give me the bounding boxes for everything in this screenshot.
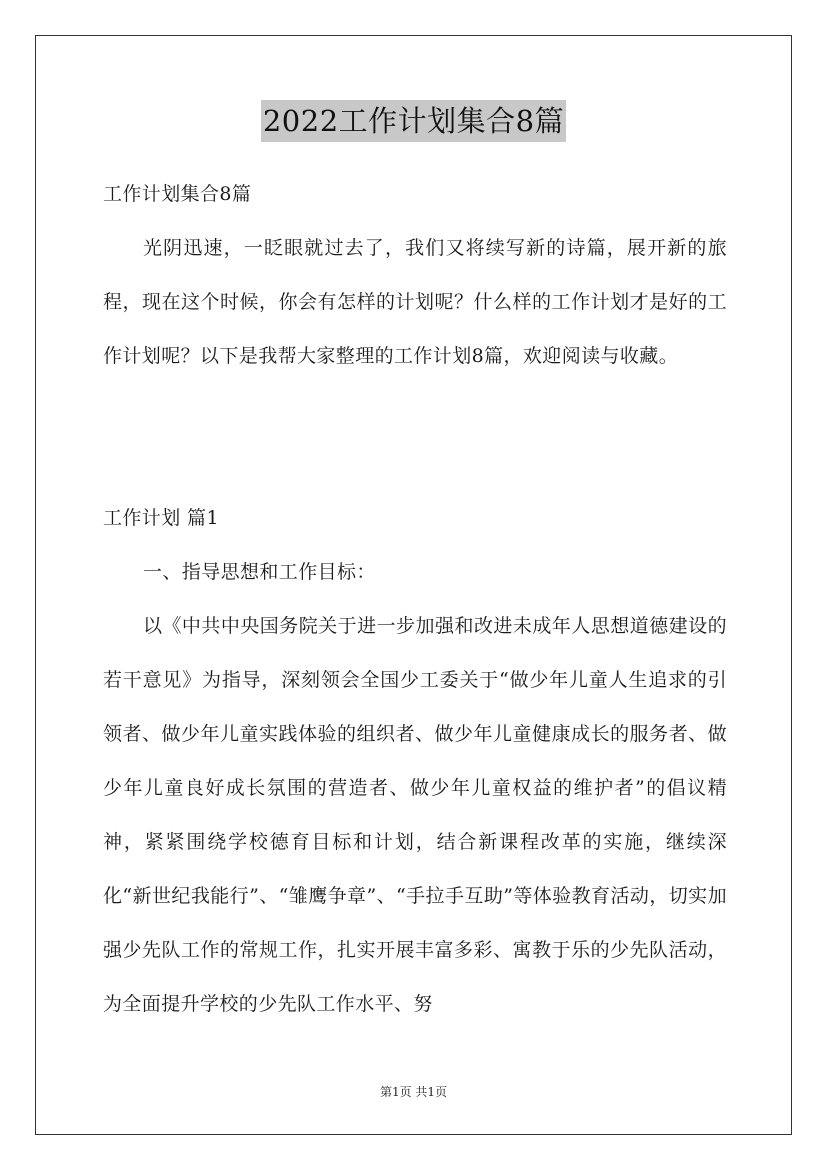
document-subtitle: 工作计划集合8篇: [103, 183, 252, 205]
intro-paragraph: 光阴迅速，一眨眼就过去了，我们又将续写新的诗篇，展开新的旅程，现在这个时候，你会有怎样的计划呢？什么样的工作计划才是好的工作计划呢？以下是我帮大家整理的工作计划8篇，欢迎阅读与收藏。: [103, 237, 727, 367]
point-heading: 一、指导思想和工作目标：: [143, 561, 376, 583]
page-footer: 第1页 共1页: [379, 1085, 448, 1099]
title-wrapper: [0, 100, 827, 142]
body-paragraph: 以《中共中央国务院关于进一步加强和改进未成年人思想道德建设的若干意见》为指导，深刻领会全国少工委关于“做少年儿童人生追求的引领者、做少年儿童实践体验的组织者、做少年儿童健康成长的服务者、做少年儿童良好成长氛围的营造者、做少年儿童权益的维护者”的倡议精神，紧紧围绕学校德育目标和计划，结合新课程改革的实施，继续深化“新世纪我能行”、“雏鹰争章”、“手拉手互助”等体验教育活动，切实加强少先队工作的常规工作，扎实开展丰富多彩、寓教于乐的少先队活动，为全面提升学校的少先队工作水平、努: [103, 615, 727, 1015]
section-heading: 工作计划 篇1: [103, 507, 219, 529]
document-title: 2022工作计划集合8篇: [261, 100, 566, 142]
